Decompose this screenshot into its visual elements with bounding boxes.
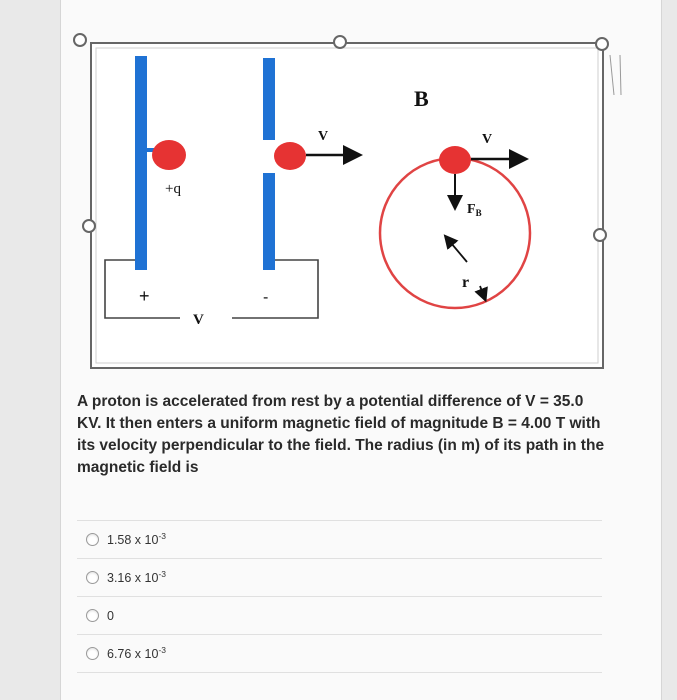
- minus-label: -: [263, 289, 269, 306]
- question-text: A proton is accelerated from rest by a potential difference of V = 35.0 KV. It then enters a uniform magnetic field of magnitude B = 4.00 T with its velocity perpendicular to the field. The radius (in m) of its path in the magnetic field is: [77, 393, 605, 476]
- answer-option-3[interactable]: [77, 596, 602, 634]
- radio-button[interactable]: [86, 647, 99, 660]
- radius-label: r: [462, 274, 470, 291]
- voltage-label: V: [193, 312, 204, 328]
- answer-option-2[interactable]: [77, 558, 602, 596]
- plus-label: +: [139, 286, 150, 306]
- radio-button[interactable]: [86, 571, 99, 584]
- charge-q-label: +q: [165, 181, 181, 197]
- option-label: 1.58 x $10^{-3}$: [107, 530, 166, 547]
- velocity-label-2: V: [482, 132, 493, 147]
- option-label: 6.76 x $10^{-3}$: [107, 644, 166, 661]
- force-label: $F_B$: [467, 202, 482, 218]
- diagram-frame: [91, 43, 603, 368]
- charge-q: [152, 140, 186, 170]
- frame-handle-icon: [596, 38, 608, 50]
- frame-handle-icon: [83, 220, 95, 232]
- field-label: B: [414, 86, 429, 111]
- radio-button[interactable]: [86, 533, 99, 546]
- answer-option-4[interactable]: [77, 634, 602, 673]
- answer-options: [77, 520, 602, 673]
- frame-handle-icon: [74, 34, 86, 46]
- velocity-label-1: V: [318, 129, 329, 144]
- frame-handle-icon: [594, 229, 606, 241]
- negative-plate-upper: [263, 58, 275, 140]
- negative-plate-lower: [263, 173, 275, 270]
- positive-plate: [135, 56, 147, 270]
- charge-in-field: [439, 146, 471, 174]
- option-label: 3.16 x $10^{-3}$: [107, 568, 166, 585]
- radio-button[interactable]: [86, 609, 99, 622]
- frame-handle-icon: [334, 36, 346, 48]
- answer-option-1[interactable]: [77, 520, 602, 558]
- option-label: 0: [107, 608, 114, 623]
- charge-exiting: [274, 142, 306, 170]
